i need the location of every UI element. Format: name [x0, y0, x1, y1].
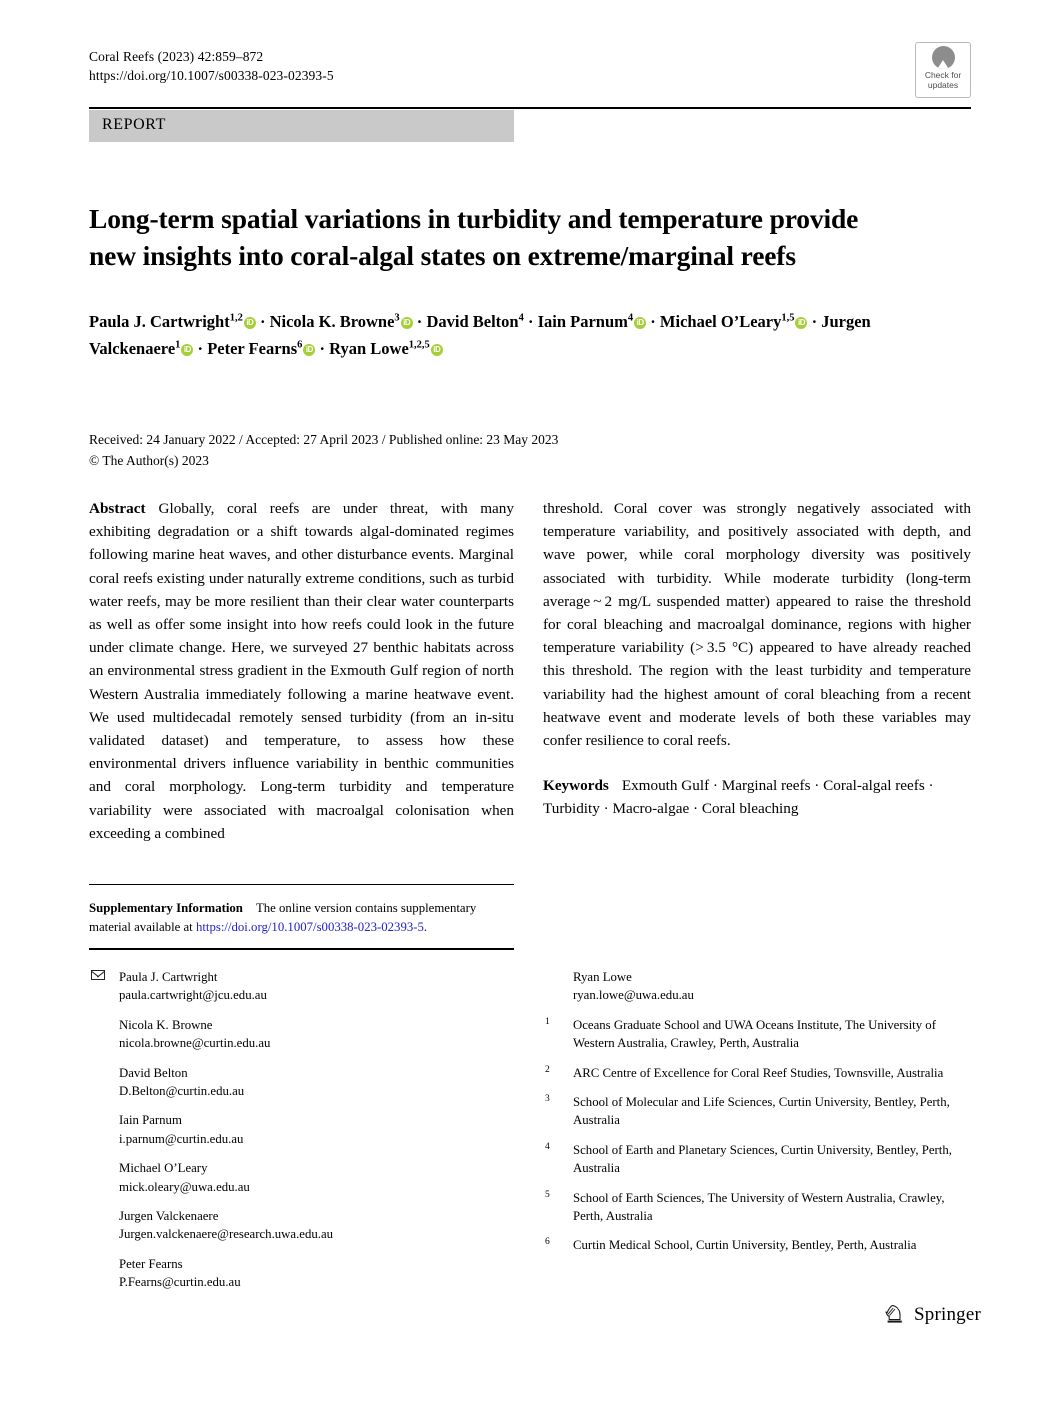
orcid-icon[interactable]: iD: [181, 344, 193, 356]
author-name: Nicola K. Browne: [269, 312, 395, 331]
page-title: Long-term spatial variations in turbidity and temperature provide new insights into coral-algal states on extreme/marginal reefs: [89, 203, 859, 271]
keywords-text: Exmouth Gulf · Marginal reefs · Coral-algal reefs · Turbidity · Macro-algae · Coral bleaching: [543, 777, 934, 818]
affiliation-item: [543, 1093, 971, 1130]
affiliation-number: 4: [545, 1141, 550, 1152]
orcid-icon[interactable]: iD: [401, 317, 413, 329]
author-name: Iain Parnum: [537, 312, 628, 331]
publisher-logo: [884, 1303, 981, 1327]
author-name: Peter Fearns: [207, 339, 298, 358]
affiliation-text: Oceans Graduate School and UWA Oceans Institute, The University of Western Australia, Crawley, Perth, Australia: [573, 1017, 936, 1051]
author-list: [89, 308, 919, 362]
contact-name: Iain Parnum: [119, 1113, 182, 1128]
springer-knight-icon: [884, 1303, 906, 1327]
affiliation-item: [543, 1236, 971, 1254]
supplementary-text-after: .: [423, 919, 428, 934]
orcid-icon[interactable]: iD: [303, 344, 315, 356]
orcid-icon[interactable]: iD: [634, 317, 646, 329]
author-affiliation-marker: 1,5: [781, 312, 795, 324]
supplementary-text-before: The online version contains supplementary material available at: [89, 901, 477, 934]
author-separator: ·: [315, 339, 330, 358]
abstract-label: Abstract: [89, 500, 146, 517]
author-entry: [329, 339, 443, 358]
contact-email[interactable]: mick.oleary@uwa.edu.au: [119, 1179, 250, 1194]
contact-email[interactable]: paula.cartwright@jcu.edu.au: [119, 988, 267, 1003]
contact-block: [89, 1016, 514, 1053]
contact-email[interactable]: i.parnum@curtin.edu.au: [119, 1131, 244, 1146]
author-entry: [660, 312, 808, 331]
contact-email[interactable]: D.Belton@curtin.edu.au: [119, 1084, 245, 1099]
affiliation-item: [543, 1016, 971, 1053]
contact-name: Paula J. Cartwright: [119, 970, 218, 984]
journal-header: [89, 47, 334, 85]
received-accepted-line: Received: 24 January 2022 / Accepted: 27 April 2023 / Published online: 23 May 2023: [89, 432, 559, 447]
contact-name: Michael O’Leary: [119, 1161, 208, 1176]
contact-email[interactable]: ryan.lowe@uwa.edu.au: [573, 988, 694, 1003]
article-type-label: REPORT: [102, 116, 166, 133]
affiliation-number: 3: [545, 1094, 550, 1105]
author-separator: ·: [646, 312, 660, 331]
crossmark-circle-icon: [932, 46, 955, 69]
keywords-label: Keywords: [543, 777, 609, 795]
affiliation-text: School of Earth and Planetary Sciences, Curtin University, Bentley, Perth, Australia: [573, 1142, 952, 1176]
affiliation-number: 1: [545, 1016, 550, 1027]
orcid-icon[interactable]: iD: [795, 317, 807, 329]
author-name: David Belton: [426, 312, 519, 331]
author-affiliation-marker: 3: [394, 312, 400, 324]
author-entry: [207, 339, 315, 358]
check-for-updates-badge[interactable]: [915, 42, 971, 98]
affiliation-text: ARC Centre of Excellence for Coral Reef Studies, Townsville, Australia: [573, 1065, 944, 1080]
envelope-icon: [91, 970, 105, 980]
author-separator: ·: [807, 312, 822, 331]
supplementary-information: [89, 884, 514, 950]
publisher-name: Springer: [914, 1304, 982, 1325]
contact-block: [89, 1207, 514, 1244]
supplementary-text: [89, 885, 514, 948]
contact-email[interactable]: nicola.browne@curtin.edu.au: [119, 1036, 271, 1051]
abstract-text-left: [89, 497, 514, 845]
orcid-icon[interactable]: iD: [431, 344, 443, 356]
copyright-line: © The Author(s) 2023: [89, 453, 209, 468]
doi-line: https://doi.org/10.1007/s00338-023-02393-5: [89, 68, 334, 83]
contact-block: [543, 968, 971, 1005]
contact-email[interactable]: Jurgen.valckenaere@research.uwa.edu.au: [119, 1227, 334, 1242]
crossmark-label-line1: Check for: [924, 70, 962, 80]
author-separator: ·: [412, 312, 427, 331]
author-separator: ·: [523, 312, 538, 331]
contact-block: [89, 1111, 514, 1148]
affiliation-item: [543, 1189, 971, 1226]
contact-name: Ryan Lowe: [573, 970, 632, 984]
affiliation-text: School of Earth Sciences, The University of Western Australia, Crawley, Perth, Australia: [573, 1190, 945, 1224]
author-affiliation-marker: 1,2,5: [408, 339, 430, 351]
author-name: Ryan Lowe: [329, 339, 409, 358]
contact-name: Nicola K. Browne: [119, 1017, 213, 1032]
supplementary-doi-link[interactable]: https://doi.org/10.1007/s00338-023-02393-5: [195, 919, 424, 934]
author-affiliation-marker: 4: [627, 312, 634, 324]
author-separator: ·: [193, 339, 208, 358]
crossmark-label-line2: updates: [927, 80, 959, 90]
contact-block: [89, 1255, 514, 1292]
abstract-column-left: [89, 497, 514, 845]
affiliation-text: Curtin Medical School, Curtin University, Bentley, Perth, Australia: [573, 1238, 917, 1253]
orcid-icon[interactable]: iD: [244, 317, 256, 329]
corresponding-author-contacts: [89, 968, 514, 1303]
contact-name: Jurgen Valckenaere: [119, 1209, 219, 1224]
affiliation-item: [543, 1064, 971, 1082]
affiliation-number: 2: [545, 1064, 550, 1075]
affiliation-item: [543, 1141, 971, 1178]
author-affiliation-marker: 4: [518, 312, 524, 324]
contact-block: [89, 1159, 514, 1196]
journal-citation-line: Coral Reefs (2023) 42:859–872: [89, 49, 264, 64]
author-name: Michael O’Leary: [659, 312, 782, 331]
abstract-text-right: threshold. Coral cover was strongly negatively associated with temperature variability, and positively associated with depth, and wave power, while coral morphology diversity was positively associated with turbidity. While moderate turbidity (long-term average ~ 2 mg/L suspended matter) appeared to raise the threshold for coral bleaching and macroalgal dominance, regions with higher temperature variability (> 3.5 °C) appeared to have already reached this threshold. The region with the least turbidity and temperature variability had the highest amount of coral bleaching from a recent heatwave event and moderate levels of both these variables may confer resilience to coral reefs.: [543, 500, 971, 750]
affiliations-list: [543, 968, 971, 1266]
author-entry: [538, 312, 647, 331]
author-affiliation-marker: 1,2: [229, 312, 243, 324]
contact-name: Peter Fearns: [119, 1256, 183, 1271]
affiliation-number: 5: [545, 1189, 550, 1200]
supplementary-divider-bottom: [89, 948, 514, 949]
author-name: Jurgen Valckenaere: [89, 312, 871, 358]
author-entry: [89, 312, 256, 331]
affiliation-text: School of Molecular and Life Sciences, Curtin University, Bentley, Perth, Australia: [573, 1095, 950, 1128]
author-entry: [270, 312, 413, 331]
affiliation-number: 6: [545, 1237, 550, 1248]
abstract-column-right: [543, 497, 971, 821]
header-divider: [89, 107, 971, 109]
keywords-block: [543, 774, 971, 820]
abstract-left-body: Globally, coral reefs are under threat, with many exhibiting degradation or a shift towards algal-dominated regimes following marine heat waves, and other disturbance events. Marginal coral reefs existing under naturally extreme conditions, such as turbid water reefs, may be more resilient than their clear water counterparts as well as offer some insight into how reefs could look in the future under climate change. Here, we surveyed 27 benthic habitats across an environmental stress gradient in the Exmouth Gulf region of north Western Australia immediately following a marine heatwave event. We used multidecadal remotely sensed turbidity (from an in-situ validated dataset) and temperature, to assess how these environmental drivers influence variability in benthic communities and coral morphology. Long-term turbidity and temperature variability were associated with macroalgal colonisation when exceeding a combined: [89, 500, 514, 842]
contact-block: [89, 968, 514, 1005]
author-separator: ·: [255, 312, 270, 331]
author-entry: [426, 312, 523, 331]
author-affiliation-marker: 1: [175, 339, 181, 351]
contact-email[interactable]: P.Fearns@curtin.edu.au: [119, 1275, 241, 1290]
article-type-band: [89, 110, 514, 142]
contact-name: David Belton: [119, 1065, 188, 1080]
supplementary-label: Supplementary Information: [89, 901, 243, 916]
contact-block: [89, 1064, 514, 1101]
publication-dates: [89, 429, 558, 471]
author-affiliation-marker: 6: [297, 339, 303, 351]
author-name: Paula J. Cartwright: [89, 312, 230, 331]
